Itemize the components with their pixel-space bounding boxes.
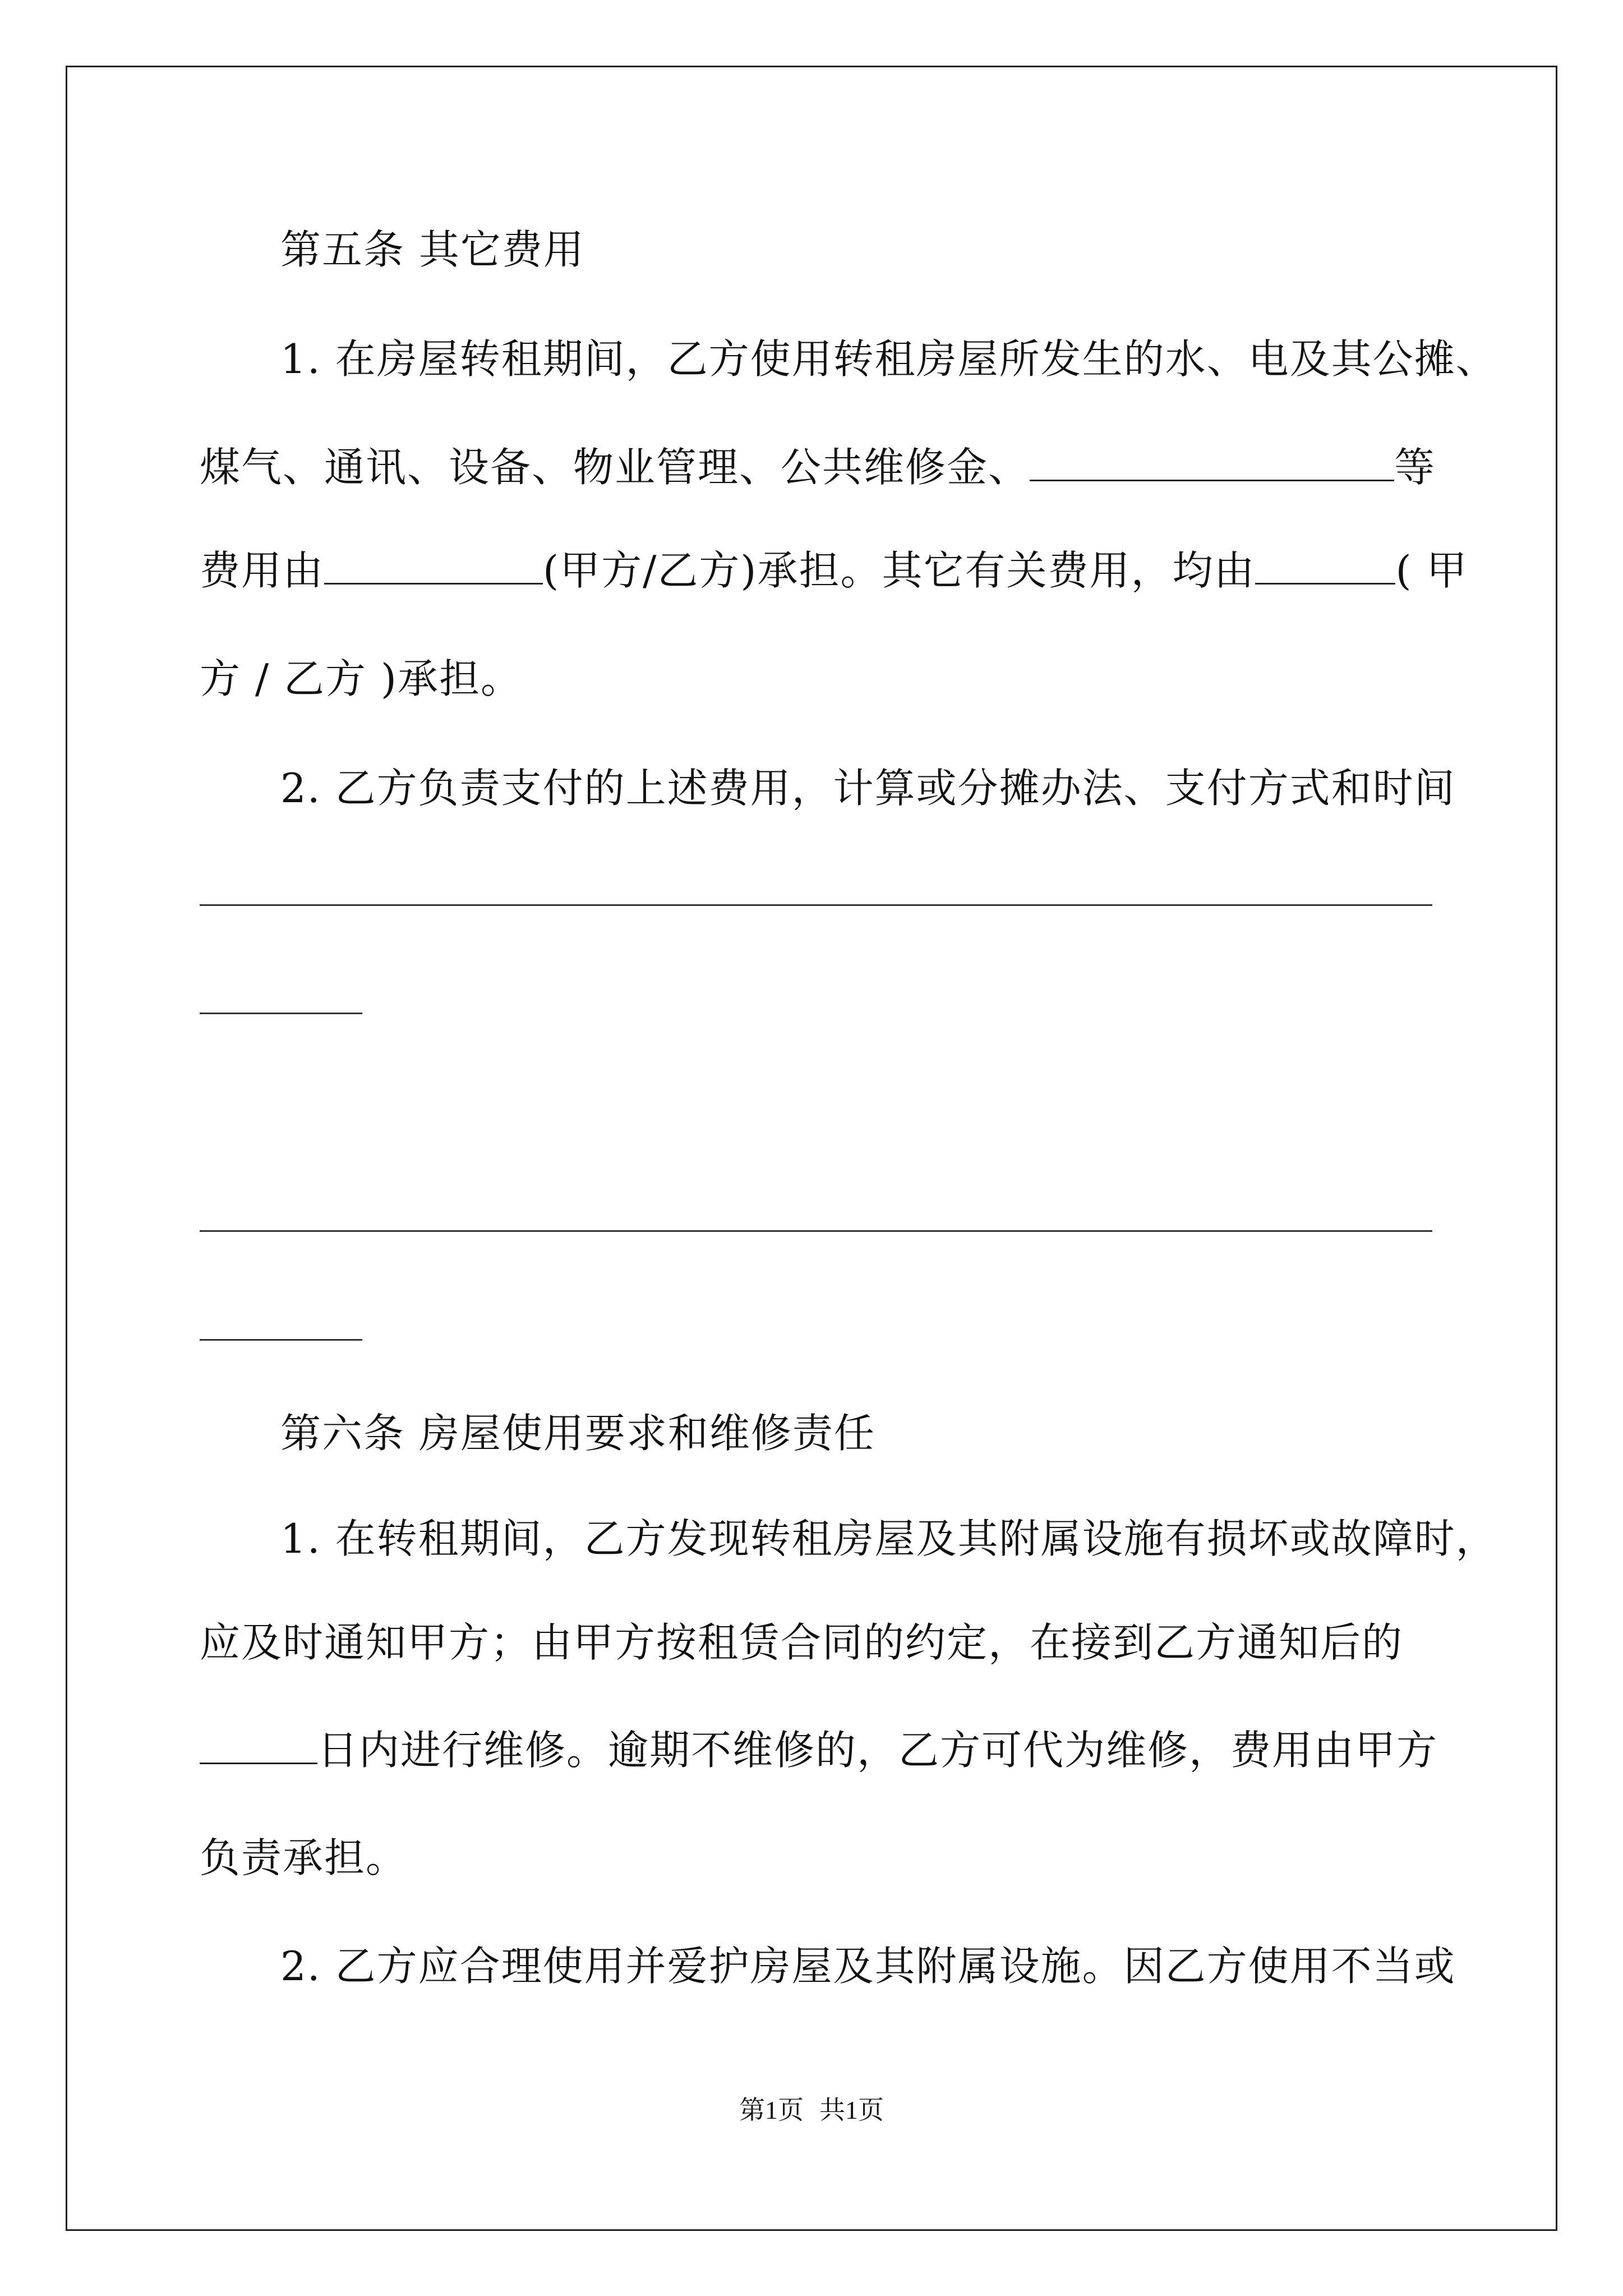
article-5-p1-line3-text-a: 费用由 <box>200 547 325 594</box>
article-5-p1-line4: 方 / 乙方 )承担。 <box>200 655 523 702</box>
page-border <box>66 66 1557 2231</box>
article-6-p1-line3 <box>200 1722 1438 1778</box>
fill-blank-other-payer[interactable] <box>1255 546 1395 585</box>
article-5-heading: 第五条 其它费用 <box>280 226 585 273</box>
fill-rule-long-1[interactable] <box>200 904 1432 906</box>
article-5-p1-line3-text-c: ( 甲 <box>1395 547 1468 594</box>
article-5-p1-line1: 1. 在房屋转租期间，乙方使用转租房屋所发生的水、电及其公摊、 <box>280 335 1497 383</box>
article-6-p1-line4: 负责承担。 <box>200 1834 408 1881</box>
fill-blank-repair-days[interactable] <box>200 1726 317 1764</box>
article-5-p2-line1: 2. 乙方负责支付的上述费用，计算或分摊办法、支付方式和时间 <box>280 765 1456 812</box>
page-footer <box>0 2093 1623 2127</box>
page-total: 共1页 <box>819 2096 884 2124</box>
article-6-p2-line1: 2. 乙方应合理使用并爱护房屋及其附属设施。因乙方使用不当或 <box>280 1943 1456 1990</box>
fill-blank-fee-payer[interactable] <box>324 546 543 585</box>
fill-rule-short-1[interactable] <box>200 1013 362 1014</box>
page-number: 第1页 <box>739 2096 804 2124</box>
article-5-p1-line2-end: 等 <box>1394 444 1436 491</box>
article-5-p1-line2 <box>200 439 1436 495</box>
article-6-heading: 第六条 房屋使用要求和维修责任 <box>280 1410 875 1457</box>
article-6-p1-line2: 应及时通知甲方；由甲方按租赁合同的约定，在接到乙方通知后的 <box>200 1619 1404 1666</box>
article-6-p1-line1: 1. 在转租期间，乙方发现转租房屋及其附属设施有损坏或故障时， <box>280 1515 1497 1562</box>
article-5-p1-line3-text-b: (甲方/乙方)承担。其它有关费用，均由 <box>543 547 1256 594</box>
article-5-p1-line2-text: 煤气、通讯、设备、物业管理、公共维修金、 <box>200 444 1030 491</box>
article-6-p1-line3-text: 日内进行维修。逾期不维修的，乙方可代为维修，费用由甲方 <box>317 1727 1438 1774</box>
fill-rule-short-2[interactable] <box>200 1339 362 1341</box>
fill-blank-other-fees[interactable] <box>1030 443 1394 481</box>
article-5-p1-line3 <box>200 542 1468 599</box>
fill-rule-long-2[interactable] <box>200 1230 1432 1232</box>
